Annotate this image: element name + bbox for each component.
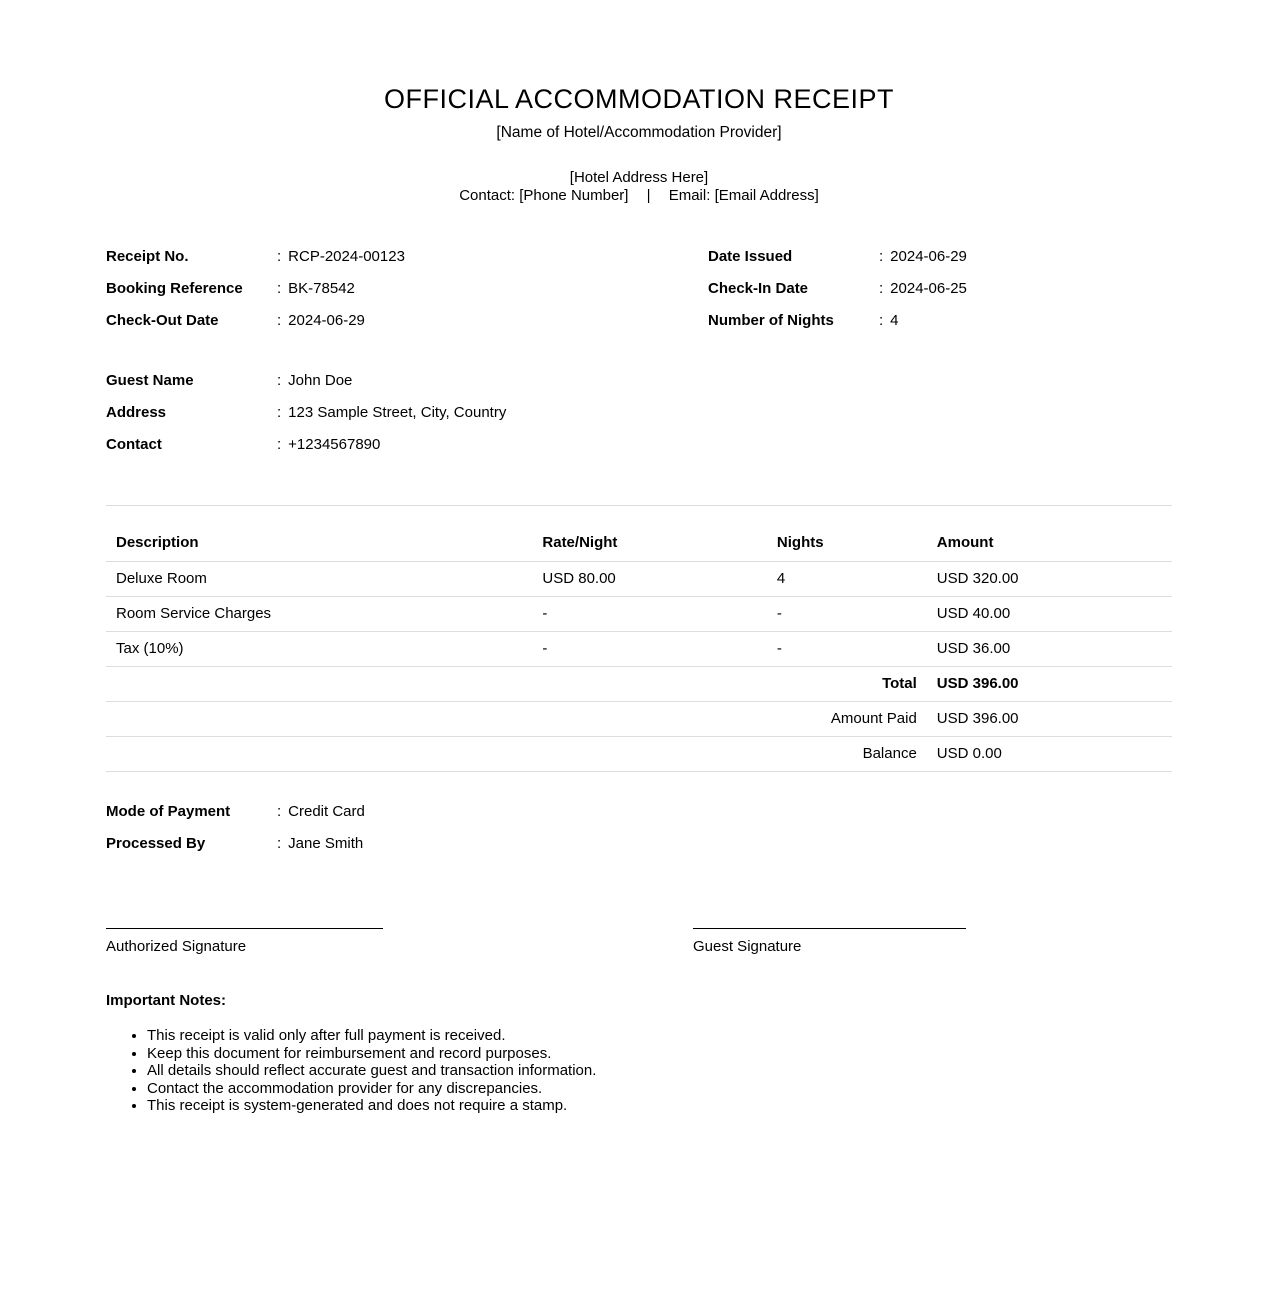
number-of-nights-label: Number of Nights: [708, 312, 834, 329]
number-of-nights-value: [879, 312, 899, 330]
receipt-info-left-column: [106, 248, 708, 344]
cell-nights: 4: [767, 562, 927, 597]
colon: :: [879, 248, 884, 265]
guest-address-text: 123 Sample Street, City, Country: [288, 404, 507, 421]
list-item: • This receipt is valid only after full payment is received.: [147, 1027, 1172, 1045]
hotel-contact-line: [106, 187, 1172, 205]
colon: :: [277, 835, 282, 852]
list-item: • Contact the accommodation provider for any discrepancies.: [147, 1080, 1172, 1098]
mode-of-payment-text: Credit Card: [288, 803, 365, 820]
contact-label: Contact:: [459, 187, 516, 204]
guest-info-section: [106, 372, 1172, 468]
cell-rate: USD 80.00: [532, 562, 767, 597]
guest-address-label: Address: [106, 404, 167, 421]
mode-of-payment-label: Mode of Payment: [106, 803, 231, 820]
pipe-separator: |: [646, 187, 651, 204]
check-out-date-label: Check-Out Date: [106, 312, 219, 329]
number-of-nights-row: [708, 312, 1172, 344]
column-header-nights: Nights: [767, 506, 927, 562]
processed-by-label: Processed By: [106, 835, 206, 852]
table-row: [106, 562, 1172, 597]
guest-contact-label: Contact: [106, 436, 162, 453]
booking-reference-text: BK-78542: [288, 280, 355, 297]
date-issued-label: Date Issued: [708, 248, 793, 265]
authorized-signature-label: Authorized Signature: [106, 938, 247, 955]
cell-amount: USD 320.00: [927, 562, 1172, 597]
processed-by-text: Jane Smith: [288, 835, 364, 852]
guest-name-text: John Doe: [288, 372, 353, 389]
colon: :: [879, 280, 884, 297]
colon: :: [277, 372, 282, 389]
colon: :: [277, 280, 282, 297]
important-notes-heading: Important Notes:: [106, 992, 226, 1009]
important-notes-list: [106, 1027, 1172, 1115]
booking-reference-label: Booking Reference: [106, 280, 243, 297]
authorized-signature-block: [106, 928, 383, 956]
hotel-address-block: [106, 169, 1172, 205]
guest-contact-row: [106, 436, 1172, 468]
hotel-address: [Hotel Address Here]: [569, 169, 709, 186]
payment-info-section: [106, 803, 1172, 867]
receipt-number-label: Receipt No.: [106, 248, 189, 265]
charges-table-section: [106, 505, 1172, 772]
column-header-rate-night: Rate/Night: [532, 506, 767, 562]
cell-nights: -: [767, 597, 927, 632]
guest-address-row: [106, 404, 1172, 436]
colon: :: [277, 436, 282, 453]
processed-by-value: [277, 835, 363, 853]
guest-signature-line: [693, 928, 966, 929]
booking-reference-value: [277, 280, 355, 298]
receipt-number-value: [277, 248, 405, 266]
receipt-info-grid: [106, 248, 1172, 344]
charges-header-row: [106, 506, 1172, 562]
important-notes-section: [106, 992, 1172, 1115]
table-row: [106, 632, 1172, 667]
table-row: [106, 597, 1172, 632]
list-item: • Keep this document for reimbursement and record purposes.: [147, 1045, 1172, 1063]
signature-section: [106, 928, 1172, 956]
balance-row: [106, 737, 1172, 772]
cell-rate: -: [532, 632, 767, 667]
list-item: • This receipt is system-generated and does not require a stamp.: [147, 1097, 1172, 1115]
amount-paid-value: USD 396.00: [927, 702, 1172, 737]
provider-name: [Name of Hotel/Accommodation Provider]: [496, 124, 782, 141]
colon: :: [277, 803, 282, 820]
guest-contact-text: +1234567890: [288, 436, 381, 453]
balance-value: USD 0.00: [927, 737, 1172, 772]
amount-paid-label: Amount Paid: [106, 702, 927, 737]
email-label: Email:: [668, 187, 711, 204]
date-issued-value: [879, 248, 967, 266]
charges-table: [106, 505, 1172, 772]
guest-signature-label: Guest Signature: [693, 938, 802, 955]
column-header-description: Description: [106, 506, 532, 562]
colon: :: [277, 404, 282, 421]
colon: :: [879, 312, 884, 329]
page-title: OFFICIAL ACCOMMODATION RECEIPT: [383, 84, 895, 114]
guest-contact-value: [277, 436, 380, 454]
booking-reference-row: [106, 280, 708, 312]
guest-name-label: Guest Name: [106, 372, 194, 389]
cell-amount: USD 40.00: [927, 597, 1172, 632]
colon: :: [277, 248, 282, 265]
receipt-info-right-column: [708, 248, 1172, 344]
receipt-info-section: [106, 248, 1172, 344]
check-out-date-text: 2024-06-29: [288, 312, 365, 329]
cell-description: Room Service Charges: [106, 597, 532, 632]
receipt-number-text: RCP-2024-00123: [288, 248, 405, 265]
document-header: [106, 84, 1172, 205]
balance-label: Balance: [106, 737, 927, 772]
cell-amount: USD 36.00: [927, 632, 1172, 667]
check-in-date-label: Check-In Date: [708, 280, 809, 297]
check-out-date-value: [277, 312, 365, 330]
cell-rate: -: [532, 597, 767, 632]
check-out-date-row: [106, 312, 708, 344]
colon: :: [277, 312, 282, 329]
list-item: • All details should reflect accurate guest and transaction information.: [147, 1062, 1172, 1080]
check-in-date-value: [879, 280, 967, 298]
receipt-number-row: [106, 248, 708, 280]
total-row: [106, 667, 1172, 702]
processed-by-row: [106, 835, 1172, 867]
email-value: [Email Address]: [714, 187, 819, 204]
date-issued-row: [708, 248, 1172, 280]
authorized-signature-line: [106, 928, 383, 929]
column-header-amount: Amount: [927, 506, 1172, 562]
mode-of-payment-value: [277, 803, 365, 821]
amount-paid-row: [106, 702, 1172, 737]
total-value: USD 396.00: [927, 667, 1172, 702]
check-in-date-row: [708, 280, 1172, 312]
guest-name-value: [277, 372, 352, 390]
guest-address-value: [277, 404, 506, 422]
date-issued-text: 2024-06-29: [890, 248, 967, 265]
cell-description: Tax (10%): [106, 632, 532, 667]
cell-description: Deluxe Room: [106, 562, 532, 597]
guest-signature-block: [693, 928, 966, 956]
total-label: Total: [106, 667, 927, 702]
mode-of-payment-row: [106, 803, 1172, 835]
check-in-date-text: 2024-06-25: [890, 280, 967, 297]
number-of-nights-text: 4: [890, 312, 899, 329]
contact-phone: [Phone Number]: [519, 187, 629, 204]
guest-name-row: [106, 372, 1172, 404]
cell-nights: -: [767, 632, 927, 667]
